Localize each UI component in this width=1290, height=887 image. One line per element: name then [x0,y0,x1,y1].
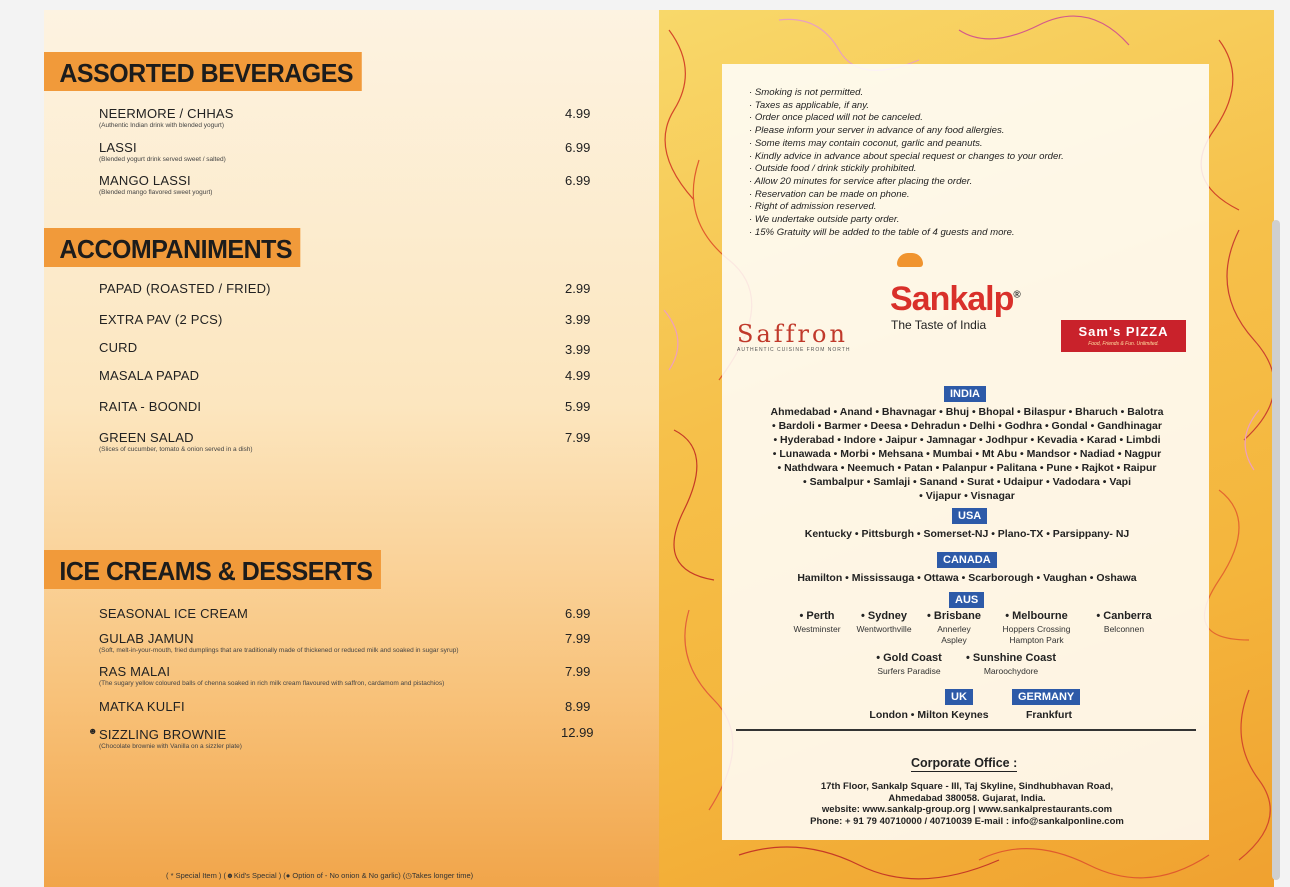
rule-item: · Right of admission reserved. [749,201,1064,214]
aus-city: • Canberra Belconnen [1096,610,1152,634]
sankalp-tagline: The Taste of India [891,318,987,332]
item-price: 4.99 [565,368,591,383]
divider [736,729,1196,731]
address-line: 17th Floor, Sankalp Square - III, Taj Skyline, Sindhubhavan Road, [820,781,1114,792]
india-cities [747,405,1187,503]
country-tag-canada: CANADA [937,552,997,568]
item-desc: (Slices of cucumber, tomato & onion served in a dish) [99,446,253,453]
city-line: • Sambalpur • Samlaji • Sanand • Surat • Udaipur • Vadodara • Vapi [803,476,1131,488]
item-price: 8.99 [565,699,591,714]
country-tag-uk: UK [945,689,973,705]
house-rules-list [749,87,1064,239]
item-desc: (Blended yogurt drink served sweet / salted) [99,156,226,163]
menu-item [99,430,599,453]
item-price: 12.99 [561,725,594,740]
item-price: 7.99 [565,664,591,679]
aus-city: • Perth Westminster [793,610,841,634]
item-name: MANGO LASSI [99,173,191,188]
item-price: 5.99 [565,399,591,414]
item-desc: (Blended mango flavored sweet yogurt) [99,189,213,196]
menu-item [99,699,599,714]
menu-item [99,606,599,621]
section-title-accompaniments: ACCOMPANIMENTS [44,228,301,267]
canada-cities: Hamilton • Mississauga • Ottawa • Scarborough • Vaughan • Oshawa [797,572,1137,584]
uk-cities: London • Milton Keynes [869,709,989,721]
item-name: RAITA - BOONDI [99,399,202,414]
item-name: MATKA KULFI [99,699,185,714]
rule-item: · Kindly advice in advance about special request or changes to your order. [749,151,1064,164]
aus-city: • Gold Coast Surfers Paradise [876,652,942,676]
rule-item: · Please inform your server in advance of any food allergies. [749,125,1064,138]
rule-item: · Reservation can be made on phone. [749,189,1064,202]
rule-item: · Outside food / drink stickily prohibited. [749,163,1064,176]
item-price: 2.99 [565,281,591,296]
item-desc: (Soft, melt-in-your-mouth, fried dumplings that are traditionally made of thickened or reduced milk and soaked in sugar syrup) [99,647,459,654]
item-name: SEASONAL ICE CREAM [99,606,249,621]
item-desc: (Chocolate brownie with Vanilla on a sizzler plate) [99,743,242,750]
menu-item [99,664,599,687]
menu-item [99,727,599,750]
menu-item [99,399,599,414]
address-line: Ahmedabad 380058. Gujarat, India. [888,792,1046,804]
item-name: LASSI [99,140,137,155]
sankalp-logo: Sankalp® [890,280,1020,318]
item-price: 3.99 [565,312,591,327]
item-name: EXTRA PAV (2 PCS) [99,312,223,327]
item-name: NEERMORE / CHHAS [99,106,234,121]
symbol-legend: ( * Special Item ) (☻Kid's Special ) (● Option of - No onion & No garlic) (◷Takes longer time) [166,871,474,880]
country-tag-usa: USA [952,508,987,524]
sams-pizza-logo [1061,320,1186,352]
menu-item [99,368,599,383]
rule-item: · Some items may contain coconut, garlic and peanuts. [749,138,1064,151]
item-name: GREEN SALAD [99,430,194,445]
city-line: Ahmedabad • Anand • Bhavnagar • Bhuj • Bhopal • Bilaspur • Bharuch • Balotra [770,406,1164,418]
item-name: SIZZLING BROWNIE [99,727,227,742]
country-tag-india: INDIA [944,386,986,402]
menu-left-page [44,10,659,887]
menu-item [99,140,599,163]
city-line: • Hyderabad • Indore • Jaipur • Jamnagar • Jodhpur • Kevadia • Karad • Limbdi [773,434,1161,446]
menu-spread [44,10,1274,887]
aus-city: • Brisbane Annerley Aspley [927,610,981,645]
item-name: MASALA PAPAD [99,368,200,383]
pizza-name: Sam's PIZZA [1078,324,1169,339]
country-tag-germany: GERMANY [1012,689,1080,705]
item-price: 4.99 [565,106,591,121]
item-price: 6.99 [565,606,591,621]
item-price: 3.99 [565,342,591,357]
saffron-tagline: AUTHENTIC CUISINE FROM NORTH [737,347,851,353]
item-price: 7.99 [565,430,591,445]
rule-item: · Smoking is not permitted. [749,87,1064,100]
rule-item: · Allow 20 minutes for service after placing the order. [749,176,1064,189]
menu-item [99,631,599,654]
item-desc: (The sugary yellow coloured balls of chenna soaked in rich milk cream flavoured with saffron, cardamom and pistachios) [99,680,445,687]
corporate-address [737,781,1197,827]
item-name: CURD [99,340,138,355]
aus-city: • Sunshine Coast Maroochydore [965,652,1057,676]
item-name: GULAB JAMUN [99,631,194,646]
rule-item: · We undertake outside party order. [749,214,1064,227]
saffron-logo: Saffron [737,320,848,348]
rule-item: · Taxes as applicable, if any. [749,100,1064,113]
menu-item [99,281,599,296]
menu-item [99,340,599,355]
city-line: • Nathdwara • Neemuch • Patan • Palanpur • Palitana • Pune • Rajkot • Raipur [777,462,1157,474]
city-line: • Vijapur • Visnagar [919,490,1015,502]
item-desc: (Authentic Indian drink with blended yogurt) [99,122,225,129]
city-line: • Lunawada • Morbi • Mehsana • Mumbai • Mt Abu • Mandsor • Nadiad • Nagpur [772,448,1162,460]
menu-item [99,173,599,196]
address-line: Phone: + 91 79 40710000 / 40710039 E-mail : info@sankalponline.com [810,815,1124,827]
rule-item: · 15% Gratuity will be added to the table of 4 guests and more. [749,227,1064,240]
corporate-office-title: Corporate Office : [911,756,1018,770]
usa-cities: Kentucky • Pittsburgh • Somerset-NJ • Plano-TX • Parsippany- NJ [804,528,1130,540]
menu-item [99,312,599,327]
address-line: website: www.sankalp-group.org | www.sankalprestaurants.com [821,804,1113,815]
menu-right-page [659,10,1274,887]
city-line: • Bardoli • Barmer • Deesa • Dehradun • Delhi • Godhra • Gondal • Gandhinagar [772,420,1162,432]
rule-item: · Order once placed will not be canceled. [749,112,1064,125]
vertical-scrollbar[interactable] [1272,220,1280,880]
item-price: 7.99 [565,631,591,646]
aus-city: • Melbourne Hoppers Crossing Hampton Park [1002,610,1071,645]
kids-special-icon: ☻ [88,726,98,736]
section-title-beverages: ASSORTED BEVERAGES [44,52,362,91]
pizza-tagline: Food, Friends & Fun. Unlimited. [1088,341,1159,347]
item-name: PAPAD (ROASTED / FRIED) [99,281,271,296]
germany-cities: Frankfurt [1025,709,1073,721]
item-name: RAS MALAI [99,664,171,679]
menu-item [99,106,599,129]
country-tag-aus: AUS [949,592,984,608]
item-price: 6.99 [565,173,591,188]
item-price: 6.99 [565,140,591,155]
section-title-desserts: ICE CREAMS & DESSERTS [44,550,381,589]
aus-city: • Sydney Wentworthville [856,610,912,634]
sankalp-sun-icon [897,253,923,267]
